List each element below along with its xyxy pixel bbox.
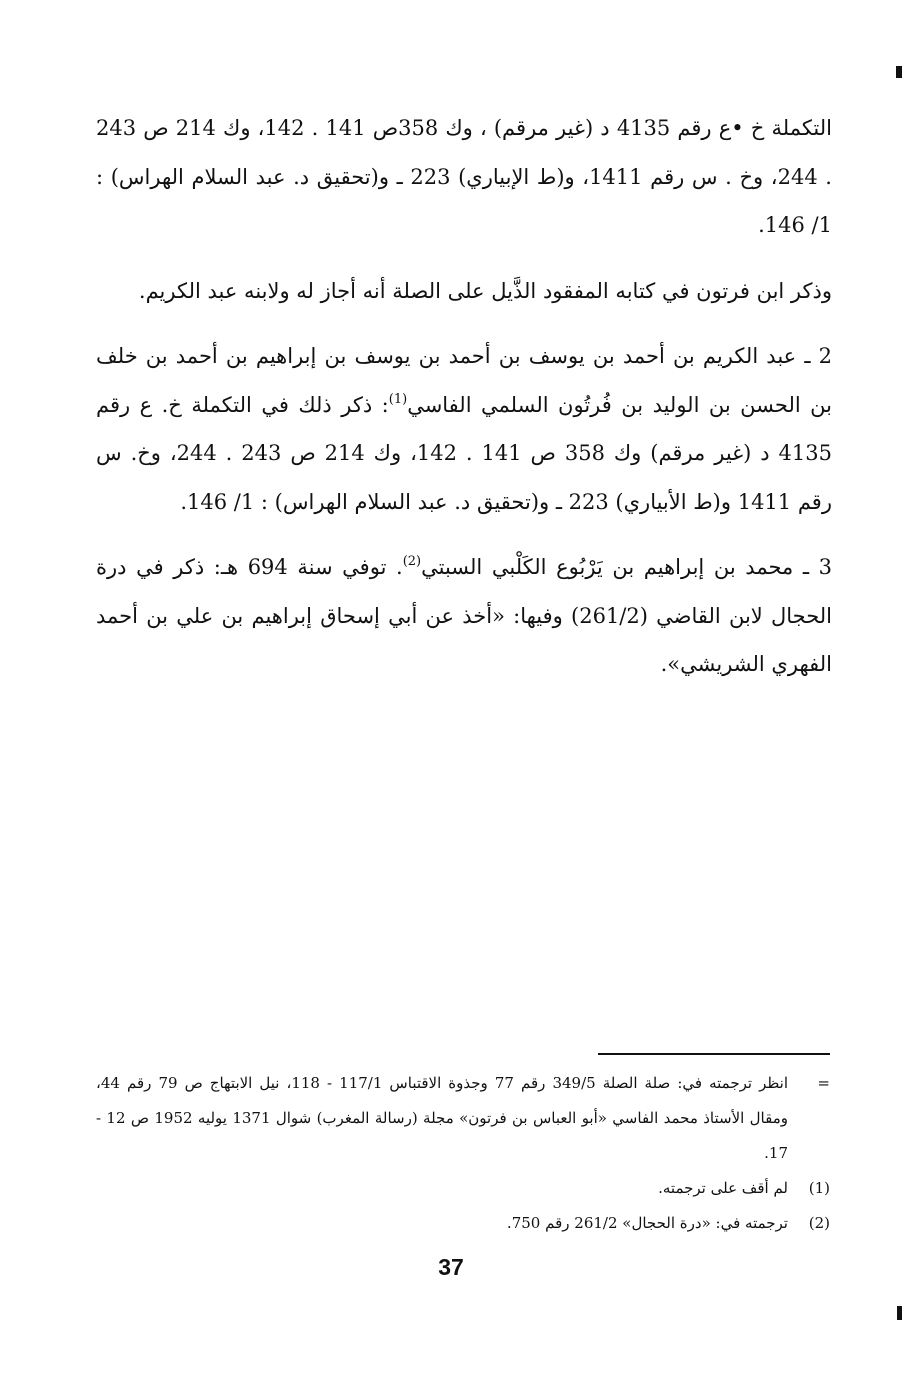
footnote-mark: (1) xyxy=(808,1179,830,1197)
footnote-2 xyxy=(96,1206,832,1241)
footnote-mark: = xyxy=(817,1074,830,1092)
entry-3-text-continued: . توفي سنة 694 هـ: ذكر في درة الحجال لابن القاضي (261/2) وفيها: «أخذ عن أبي إسحاق إبراهيم بن علي بن أحمد الفهري الشريشي». xyxy=(96,555,832,676)
footnote-text: انظر ترجمته في: صلة الصلة 349/5 رقم 77 وجذوة الاقتباس 117/1 - 118، نيل الابتهاج ص 79 رقم 44، ومقال الأستاذ محمد الفاسي «أبو العباس بن فرتون» مجلة (رسالة المغرب) شوال 1371 يوليه 1952 ص 12 - 17. xyxy=(96,1074,789,1162)
paragraph-continuation-sources: التكملة خ •ع رقم 4135 د (غير مرقم) ، وك 358ص 141 . 142، وك 214 ص 243 . 244، وخ . س رقم 1411، و(ط الإبياري) 223 ـ و(تحقيق د. عبد السلام الهراس) : 1/ 146. xyxy=(96,116,832,237)
footnote-ref-1: (1) xyxy=(388,391,408,407)
footnote-text: لم أقف على ترجمته. xyxy=(658,1179,788,1197)
scan-edge-mark-top xyxy=(896,66,902,78)
footnote-ref-2: (2) xyxy=(402,554,422,569)
footnote-continuation xyxy=(96,1066,832,1171)
entry-3-text: 3 ـ محمد بن إبراهيم بن يَرْبُوع الكَلْبي السبتي xyxy=(421,555,832,579)
footnotes xyxy=(96,1066,832,1241)
entry-2-text: 2 ـ عبد الكريم بن أحمد بن يوسف بن أحمد بن يوسف بن إبراهيم بن أحمد بن خلف بن الحسن بن الوليد بن فُرتُون السلمي الفاسي xyxy=(96,344,832,417)
footnote-mark: (2) xyxy=(808,1214,830,1232)
entry-2-text-continued: : ذكر ذلك في التكملة خ. ع رقم 4135 د (غير مرقم) وك 358 ص 141 . 142، وك 214 ص 243 . 244، وخ. س رقم 1411 و(ط الأبياري) 223 ـ و(تحقيق د. عبد السلام الهراس) : 1/ 146. xyxy=(96,392,832,514)
entry-2-abd-al-karim xyxy=(96,332,832,526)
footnote-text: ترجمته في: «درة الحجال» 261/2 رقم 750. xyxy=(506,1214,788,1232)
scan-edge-mark-bottom xyxy=(897,1306,902,1320)
footnote-1 xyxy=(96,1171,832,1206)
paragraph-ibn-fartun-note: وذكر ابن فرتون في كتابه المفقود الذَّيل على الصلة أنه أجاز له ولابنه عبد الكريم. xyxy=(138,278,832,303)
entry-3-muhammad-ibn-ibrahim xyxy=(96,543,832,689)
footnote-separator xyxy=(598,1053,830,1055)
main-text xyxy=(96,104,832,706)
page-number: 37 xyxy=(438,1254,464,1280)
